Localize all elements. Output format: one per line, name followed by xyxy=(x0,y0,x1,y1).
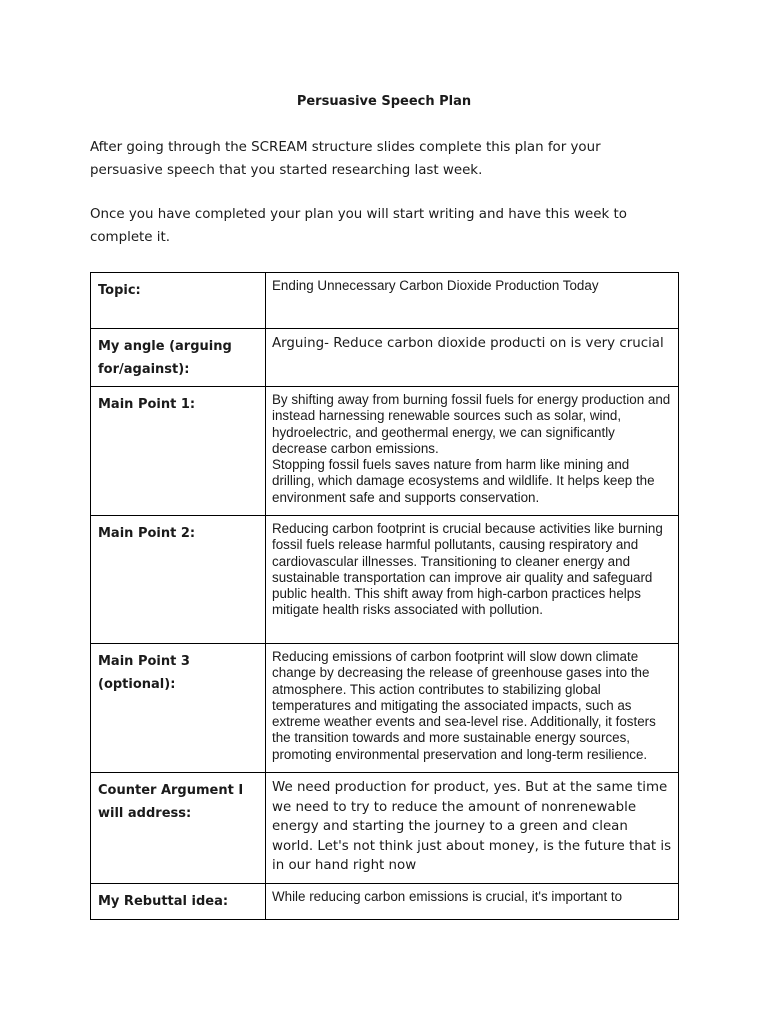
row-value xyxy=(266,644,679,773)
row-value xyxy=(266,273,679,329)
row-label: Topic: xyxy=(91,273,266,329)
table-row-main-point-2 xyxy=(91,516,679,644)
row-label: Counter Argument I will address: xyxy=(91,773,266,884)
table-row-rebuttal xyxy=(91,884,679,920)
table-row-angle xyxy=(91,329,679,387)
table-row-main-point-3 xyxy=(91,644,679,773)
table-row-main-point-1 xyxy=(91,387,679,516)
main-point-2-text: Reducing carbon footprint is crucial because activities like burning fossil fuels release harmful pollutants, causing respiratory and cardiovascular illnesses. Transitioning to cleaner energy and sustainable transportation can improve air quality and safeguard public health. This shift away from high-carbon practices helps mitigate health risks associated with pollution. xyxy=(272,521,663,618)
table-row-counter-argument xyxy=(91,773,679,884)
speech-plan-table xyxy=(90,272,679,920)
table-row-topic xyxy=(91,273,679,329)
row-value xyxy=(266,387,679,516)
page-title: Persuasive Speech Plan xyxy=(296,94,472,109)
row-value xyxy=(266,884,679,920)
main-point-1-text: By shifting away from burning fossil fuels for energy production and instead harnessing renewable sources such as solar, wind, hydroelectric, and geothermal energy, we can significantly decrease carbon emissions. xyxy=(272,392,671,456)
angle-text: Arguing- Reduce carbon dioxide producti on is very crucial xyxy=(272,336,664,351)
row-value xyxy=(266,329,679,387)
intro-paragraph: After going through the SCREAM structure slides complete this plan for your persuasive speech that you started researching last week. xyxy=(90,140,601,178)
row-label: Main Point 3 (optional): xyxy=(91,644,266,773)
counter-argument-text: We need production for product, yes. But at the same time we need to try to reduce the amount of nonrenewable energy and starting the journey to a green and clean world. Let's not think just about money, is the future that is in our hand right now xyxy=(272,780,672,873)
main-point-3-text: Reducing emissions of carbon footprint will slow down climate change by decreasing the release of greenhouse gases into the atmosphere. This action contributes to stabilizing global temperatures and mitigating the associated impacts, such as extreme weather events and sea-level rise. Additionally, it fosters the transition towards and more sustainable energy sources, promoting environmental preservation and long-term resilience. xyxy=(272,649,656,762)
row-label: My angle (arguing for/against): xyxy=(91,329,266,387)
main-point-1-text: Stopping fossil fuels saves nature from harm like mining and drilling, which damage ecosystems and wildlife. It helps keep the environment safe and supports conservation. xyxy=(272,457,655,505)
row-label: Main Point 1: xyxy=(91,387,266,516)
intro-paragraph: Once you have completed your plan you will start writing and have this week to complete it. xyxy=(90,207,627,245)
row-label: My Rebuttal idea: xyxy=(91,884,266,920)
row-label: Main Point 2: xyxy=(91,516,266,644)
rebuttal-text: While reducing carbon emissions is crucial, it's important to xyxy=(272,889,623,904)
topic-text: Ending Unnecessary Carbon Dioxide Production Today xyxy=(272,278,599,293)
row-value xyxy=(266,773,679,884)
row-value xyxy=(266,516,679,644)
